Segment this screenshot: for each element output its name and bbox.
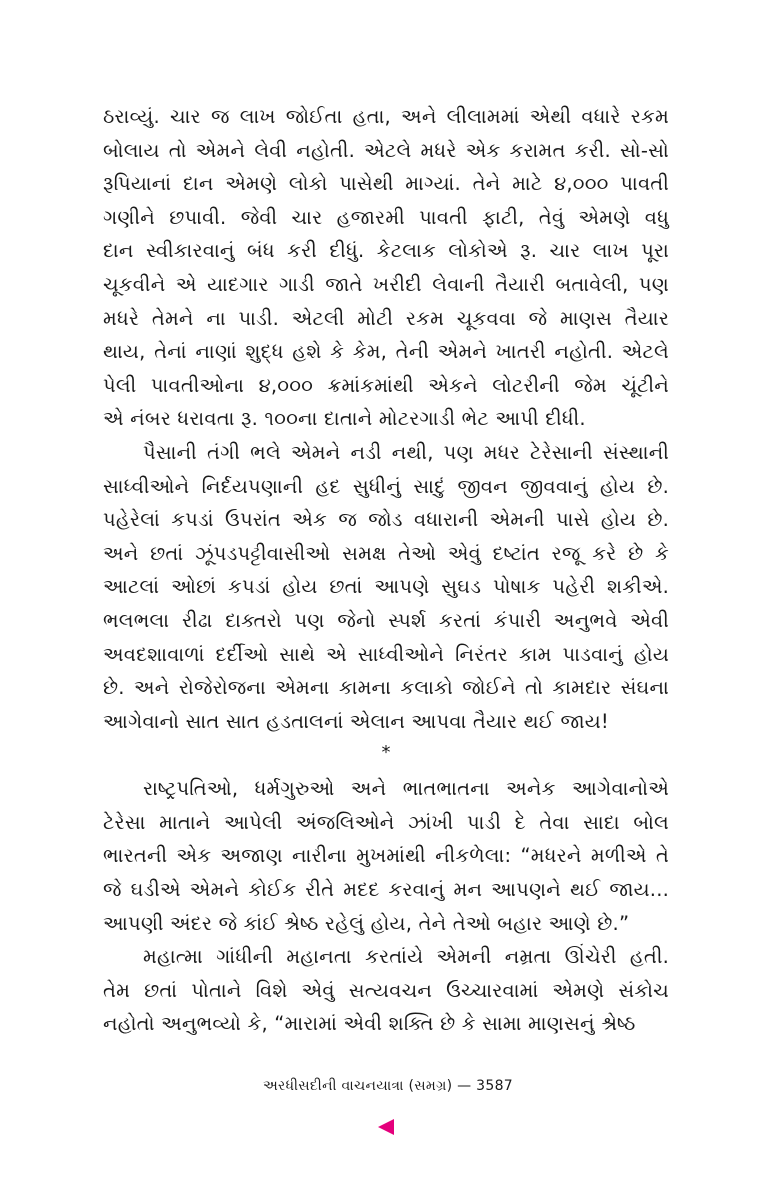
text-line: પૈસાની તંગી ભલે એમને નડી નથી, પણ મધર ટેરેસાની સંસ્થાની — [143, 440, 669, 464]
text-line: દાન સ્વીકારવાનું બંધ કરી દીધું. કેટલાક લોકોએ રૂ. ચાર લાખ પૂરા — [103, 239, 669, 263]
page-footer: અરધીસદીની વાચનયાત્રા (સમગ્ર) — 3587 — [262, 1078, 514, 1094]
text-line: મધરે તેમને ના પાડી. એટલી મોટી રકમ ચૂકવવા જે માણસ તૈયાર — [103, 306, 669, 330]
text-line: આગેવાનો સાત સાત હડતાલનાં એલાન આપવા તૈયાર થઈ જાય! — [103, 709, 609, 733]
text-line: જે ઘડીએ એમને કોઈક રીતે મદદ કરવાનું મન આપણને થઈ જાય... — [103, 878, 669, 902]
text-line: રૂપિયાનાં દાન એમણે લોકો પાસેથી માગ્યાં. તેને માટે ૪,૦૦૦ પાવતી — [103, 172, 669, 196]
previous-page-icon[interactable] — [378, 1119, 394, 1135]
text-line: ઠરાવ્યું. ચાર જ લાખ જોઈતા હતા, અને લીલામમાં એથી વધારે રકમ — [103, 105, 669, 128]
text-line: રાષ્ટ્રપતિઓ, ધર્મગુરુઓ અને ભાતભાતના અનેક આગેવાનોએ — [143, 777, 669, 801]
text-line: અને છતાં ઝૂંપડપટ્ટીવાસીઓ સમક્ષ તેઓ એવું દષ્ટાંત રજૂ કરે છે કે — [103, 541, 669, 565]
text-line: નહોતો અનુભવ્યો કે, “મારામાં એવી શક્તિ છે કે સામા માણસનું શ્રેષ્ઠ — [103, 1012, 636, 1036]
text-line: તેમ છતાં પોતાને વિશે એવું સત્યવચન ઉચ્ચારવામાં એમણે સંકોચ — [103, 978, 669, 1002]
text-line: પેલી પાવતીઓના ૪,૦૦૦ ક્રમાંકમાંથી એકને લોટરીની જેમ ચૂંટીને — [103, 373, 669, 397]
text-line: ભલભલા રીઢા દાક્તરો પણ જેનો સ્પર્શ કરતાં કંપારી અનુભવે એવી — [103, 608, 669, 632]
text-line: આપણી અંદર જે કાંઈ શ્રેષ્ઠ રહેલું હોય, તેને તેઓ બહાર આણે છે.” — [103, 911, 630, 935]
text-line: સાધ્વીઓને નિર્દયપણાની હદ સુધીનું સાદું જીવન જીવવાનું હોય છે. — [103, 474, 669, 498]
text-line: અવદશાવાળાં દર્દીઓ સાથે એ સાધ્વીઓને નિરંતર કામ પાડવાનું હોય — [103, 642, 669, 666]
paragraph-2 — [103, 436, 669, 738]
text-line: એ નંબર ધરાવતા રૂ. ૧૦૦ના દાતાને મોટરગાડી ભેટ આપી દીધી. — [103, 407, 586, 431]
section-separator: * — [381, 742, 391, 764]
text-line: મહાત્મા ગાંધીની મહાનતા કરતાંયે એમની નમ્રતા ઊંચેરી હતી. — [143, 945, 669, 969]
text-line: બોલાય તો એમને લેવી નહોતી. એટલે મધરે એક કરામત કરી. સો-સો — [103, 138, 669, 162]
paragraph-1 — [103, 100, 669, 436]
text-line: થાય, તેનાં નાણાં શુદ્ધ હશે કે કેમ, તેની એમને ખાતરી નહોતી. એટલે — [103, 340, 669, 364]
text-line: પહેરેલાં કપડાં ઉપરાંત એક જ જોડ વધારાની એમની પાસે હોય છે. — [103, 508, 669, 532]
text-line: ગણીને છપાવી. જેવી ચાર હજારમી પાવતી ફાટી, તેવું એમણે વધુ — [103, 205, 669, 229]
text-line: આટલાં ઓછાં કપડાં હોય છતાં આપણે સુઘડ પોષાક પહેરી શકીએ. — [103, 575, 669, 599]
page-body — [103, 100, 669, 1041]
text-line: ચૂકવીને એ યાદગાર ગાડી જાતે ખરીદી લેવાની તૈયારી બતાવેલી, પણ — [103, 272, 669, 296]
paragraph-4 — [103, 940, 669, 1041]
text-line: ભારતની એક અજાણ નારીના મુખમાંથી નીકળેલા: “મધરને મળીએ તે — [103, 844, 669, 868]
text-line: ટેરેસા માતાને આપેલી અંજલિઓને ઝાંખી પાડી દે તેવા સાદા બોલ — [103, 810, 669, 834]
paragraph-3 — [103, 772, 669, 940]
text-line: છે. અને રોજેરોજના એમના કામના કલાકો જોઈને તો કામદાર સંઘના — [103, 676, 669, 700]
